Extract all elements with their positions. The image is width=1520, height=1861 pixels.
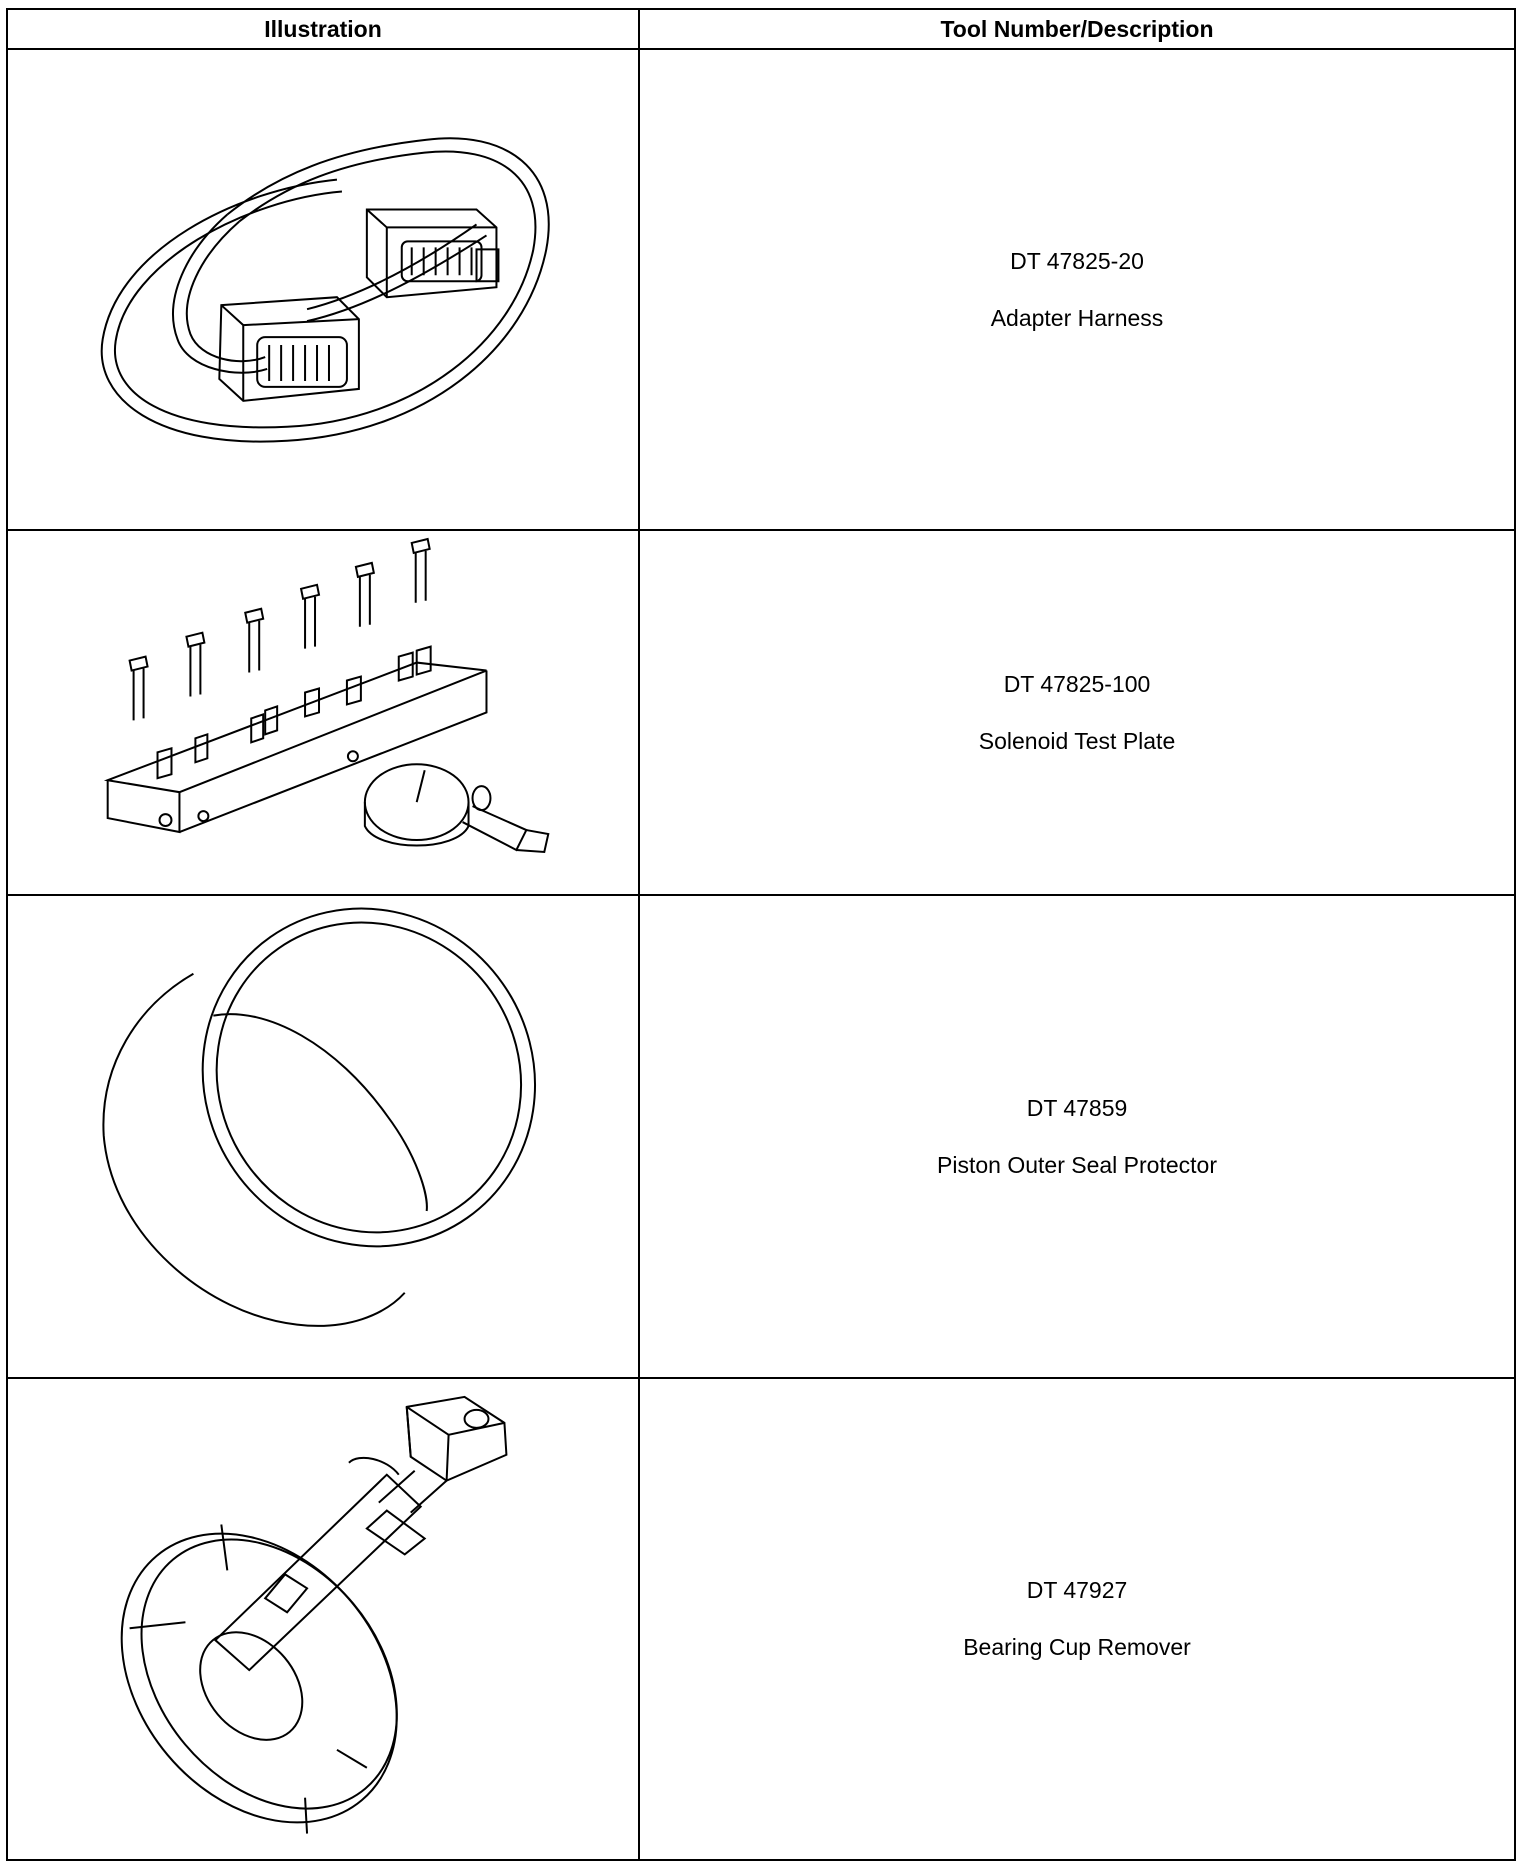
header-tool-description: Tool Number/Description: [639, 9, 1515, 49]
table-row: [7, 1378, 1515, 1860]
header-illustration: Illustration: [7, 9, 639, 49]
tool-description: Bearing Cup Remover: [963, 1634, 1191, 1661]
tool-description: Solenoid Test Plate: [978, 727, 1176, 754]
tool-number: DT 47825-100: [1003, 670, 1151, 697]
tool-description-cell: [639, 1378, 1515, 1860]
table-row: [7, 530, 1515, 895]
table-row: [7, 49, 1515, 530]
tool-description-cell: [639, 49, 1515, 530]
adapter-harness-illustration: [7, 49, 639, 530]
special-tools-table: [6, 8, 1516, 1861]
tool-description: Adapter Harness: [990, 304, 1164, 331]
tool-description: Piston Outer Seal Protector: [937, 1151, 1217, 1178]
tool-number: DT 47825-20: [1010, 247, 1144, 274]
tool-number: DT 47927: [1026, 1577, 1128, 1604]
seal-protector-illustration: [7, 895, 639, 1377]
tool-description-cell: [639, 530, 1515, 895]
header-row: [7, 9, 1515, 49]
tool-number: DT 47859: [1026, 1094, 1128, 1121]
tool-description-cell: [639, 895, 1515, 1377]
bearing-cup-remover-illustration: [7, 1378, 639, 1860]
table-row: [7, 895, 1515, 1377]
solenoid-test-plate-illustration: [7, 530, 639, 895]
